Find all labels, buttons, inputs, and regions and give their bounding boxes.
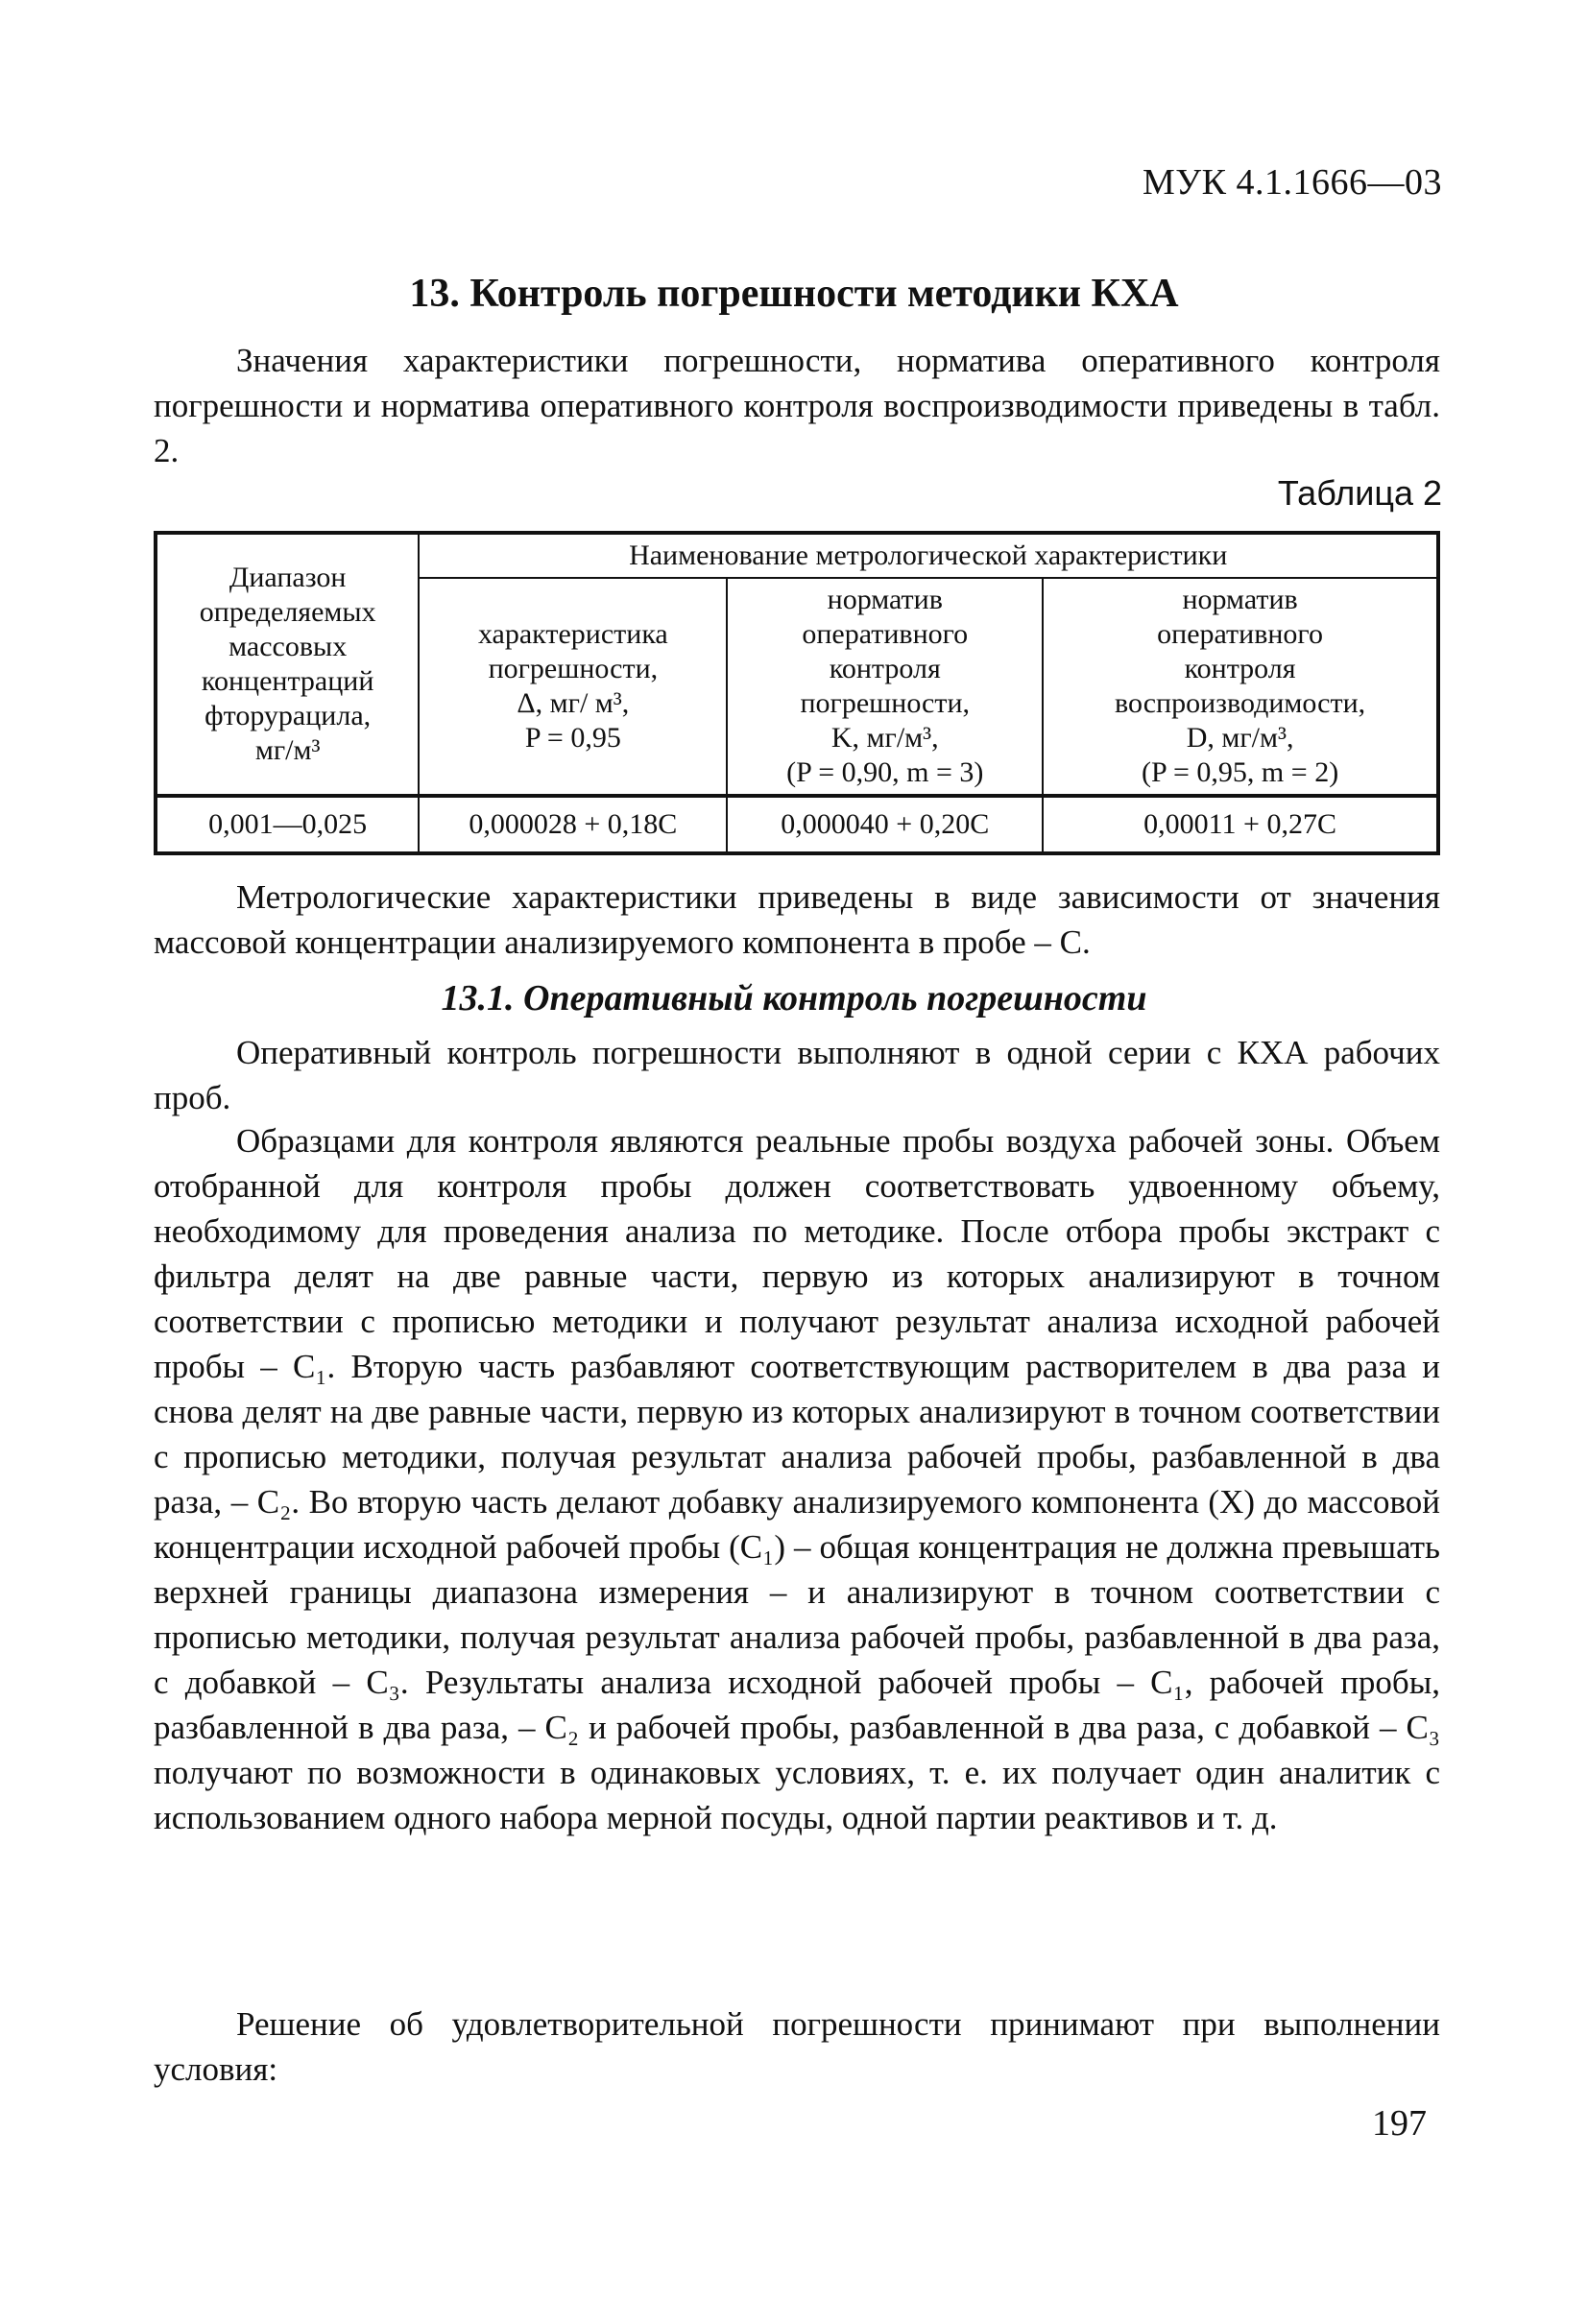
after-table-paragraph: Метрологические характеристики приведены в виде зависимости от значения массовой концентрации анализируемого компонента в пробе – C. [154, 878, 1440, 961]
table-header-range: Диапазон определяемых массовых концентраций фторурацила, мг/м³ [156, 533, 419, 796]
table-header-error: характеристика погрешности, Δ, мг/ м³, P = 0,95 [419, 578, 727, 796]
section-intro-paragraph: Значения характеристики погрешности, норматива оперативного контроля погрешности и норматива оперативного контроля воспроизводимости приведены в табл. 2. [154, 342, 1440, 469]
metrology-table [154, 531, 1440, 855]
page-number: 197 [1372, 2103, 1427, 2144]
subsection-title: 13.1. Оперативный контроль погрешности [441, 978, 1147, 1018]
document-code: МУК 4.1.1666—03 [1142, 162, 1442, 203]
subsection-paragraph-1: Оперативный контроль погрешности выполняют в одной серии с КХА рабочих проб. [154, 1034, 1440, 1116]
table-caption: Таблица 2 [1277, 473, 1442, 513]
subsection-paragraph-2: Образцами для контроля являются реальные пробы воздуха рабочей зоны. Объем отобранной для контроля пробы должен соответствовать удвоенному объему, необходимому для проведения анализа по методике. После отбора пробы экстракт с фильтра делят на две равные части, первую из которых анализируют в точном соответствии с прописью методики и получают результат анализа исходной рабочей пробы – C₁. Вторую часть разбавляют соответствующим растворителем в два раза и снова делят на две равные части, первую из которых анализируют в точном соответствии с прописью методики, получая результат анализа рабочей пробы, разбавленной в два раза, – C₂. Во вторую часть делают добавку анализируемого компонента (X) до массовой концентрации исходной рабочей пробы (C₁) – общая концентрация не должна превышать верхней границы диапазона измерения – и анализируют в точном соответствии с прописью методики, получая результат анализа рабочей пробы, разбавленной в два раза, с добавкой – C₃. Результаты анализа исходной рабочей пробы – C₁, рабочей пробы, разбавленной в два раза, – C₂ и рабочей пробы, разбавленной в два раза, с добавкой – C₃ получают по возможности в одинаковых условиях, т. е. их получает один аналитик с использованием одного набора мерной посуды, одной партии реактивов и т. д. [154, 1122, 1440, 1836]
table-cell-range: 0,001—0,025 [156, 796, 419, 853]
subsection-paragraph-3: Решение об удовлетворительной погрешности принимают при выполнении условия: [154, 2005, 1440, 2088]
table-cell-reproducibility: 0,00011 + 0,27C [1043, 796, 1438, 853]
table-row [156, 796, 1438, 853]
table-header-group: Наименование метрологической характеристики [419, 533, 1438, 578]
section-title: 13. Контроль погрешности методики КХА [409, 272, 1179, 316]
table-cell-error: 0,000028 + 0,18C [419, 796, 727, 853]
table-header-error-control: норматив оперативного контроля погрешности, K, мг/м³, (P = 0,90, m = 3) [727, 578, 1043, 796]
table-header-reproducibility: норматив оперативного контроля воспроизводимости, D, мг/м³, (P = 0,95, m = 2) [1043, 578, 1438, 796]
table-cell-error-control: 0,000040 + 0,20C [727, 796, 1043, 853]
table-header-row [156, 533, 1438, 578]
